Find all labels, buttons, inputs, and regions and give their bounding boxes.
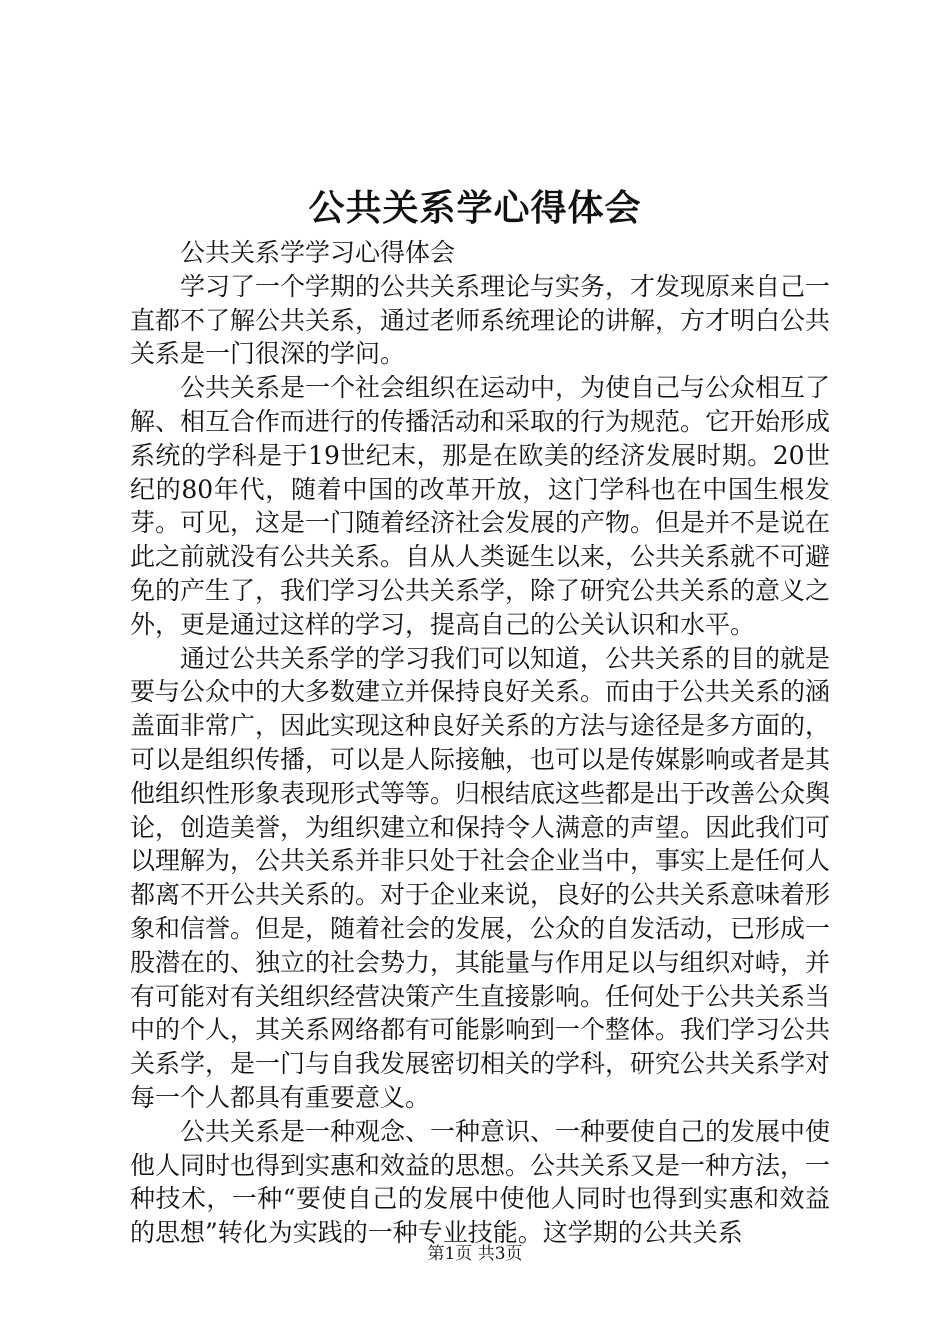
paragraph-definition: 公共关系是一个社会组织在运动中，为使自己与公众相互了解、相互合作而进行的传播活动和采取的行为规范。它开始形成系统的学科是于19世纪末，那是在欧美的经济发展时期。20世纪的80年代，随着中国的改革开放，这门学科也在中国生根发芽。可见，这是一门随着经济社会发展的产物。但是并不是说在此之前就没有公共关系。自从人类诞生以来，公共关系就不可避免的产生了，我们学习公共关系学，除了研究公共关系的意义之外，更是通过这样的学习，提高自己的公关认识和水平。: [130, 373, 831, 639]
paragraph-purpose: 通过公共关系学的学习我们可以知道，公共关系的目的就是要与公众中的大多数建立并保持良好关系。而由于公共关系的涵盖面非常广，因此实现这种良好关系的方法与途径是多方面的，可以是组织传播，可以是人际接触，也可以是传媒影响或者是其他组织性形象表现形式等等。归根结底这些都是出于改善公众舆论，创造美誉，为组织建立和保持令人满意的声望。因此我们可以理解为，公共关系并非只处于社会企业当中，事实上是任何人都离不开公共关系的。对于企业来说，良好的公共关系意味着形象和信誉。但是，随着社会的发展，公众的自发活动，已形成一股潜在的、独立的社会势力，其能量与作用足以与组织对峙，并有可能对有关组织经营决策产生直接影响。任何处于公共关系当中的个人，其关系网络都有可能影响到一个整体。我们学习公共关系学，是一门与自我发展密切相关的学科，研究公共关系学对每一个人都具有重要意义。: [130, 643, 831, 1112]
document-title: 公共关系学心得体会: [308, 187, 642, 229]
page-number-footer: 第1页 共3页: [427, 1244, 523, 1264]
paragraph-concept: 公共关系是一种观念、一种意识、一种要使自己的发展中使他人同时也得到实惠和效益的思想。公共关系又是一种方法，一种技术，一种“要使自己的发展中使他人同时也得到实惠和效益的思想”转化为实践的一种专业技能。这学期的公共关系: [130, 1116, 831, 1248]
document-body: [130, 236, 830, 1250]
paragraph-subtitle: 公共关系学学习心得体会: [180, 238, 456, 267]
paragraph-intro: 学习了一个学期的公共关系理论与实务，才发现原来自己一直都不了解公共关系，通过老师系统理论的讲解，方才明白公共关系是一门很深的学问。: [130, 271, 831, 369]
